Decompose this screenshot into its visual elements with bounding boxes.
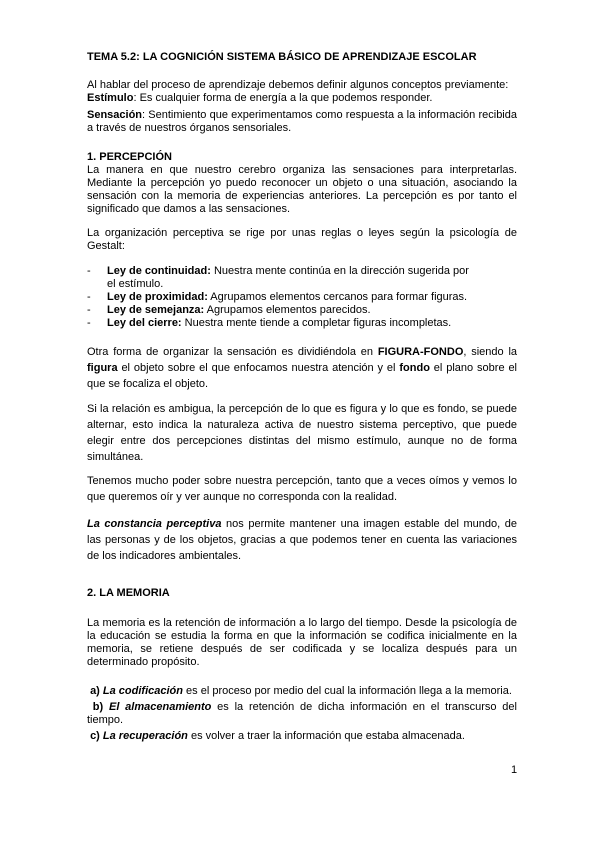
list-item (87, 701, 517, 727)
constancia-def: nos permite mantener una imagen estable del mundo, de las personas y de los objetos, gracias a que podemos tener en cuenta las variaciones de los indicadores ambientales. (87, 518, 517, 562)
percepcion-paragraph-1: La manera en que nuestro cerebro organiza las sensaciones para interpretarlas. Mediante la percepción yo puedo reconocer un objeto o una situación, asociando la sensación con la memoria de experiencias anteriores. La percepción es por tanto el significado que damos a las sensaciones. (87, 164, 517, 215)
estimulo-term: Estímulo (87, 92, 134, 104)
phase-text: es volver a traer la información que estaba almacenada. (187, 730, 465, 742)
figura-fondo-paragraph (87, 344, 517, 392)
list-dash: - (87, 304, 91, 316)
list-dash: - (87, 291, 91, 303)
ff-g: el plano sobre el que se focaliza el objeto. (87, 362, 518, 390)
sensacion-def: : Sentimiento que experimentamos como respuesta a la información recibida a través de nuestros órganos sensoriales. (87, 109, 517, 134)
list-item (87, 304, 517, 317)
list-item (87, 265, 517, 291)
law-term: Ley de semejanza: (107, 304, 205, 316)
law-text: Nuestra mente tiende a completar figuras incompletas. (181, 317, 452, 329)
phase-letter: b) (92, 701, 104, 713)
memoria-paragraph (87, 617, 517, 669)
memoria-phases-list (87, 685, 517, 743)
figura-fondo-text (87, 344, 517, 392)
poder-paragraph (87, 473, 517, 505)
phase-term: La recuperación (102, 730, 188, 742)
law-text: Agrupamos elementos cercanos para formar figuras. (207, 291, 468, 303)
page-number: 1 (511, 764, 518, 776)
memoria-heading-block (87, 587, 517, 600)
list-dash: - (87, 265, 91, 277)
estimulo-definition (87, 92, 517, 105)
memoria-text: La memoria es la retención de información a lo largo del tiempo. Desde la psicología de la educación se estudia la forma en que la información se codifica inicialmente en la memoria, se retiene después de ser codificada y se localiza después para un determinado propósito. (87, 617, 517, 668)
estimulo-def: : Es cualquier forma de energía a la que podemos responder. (133, 92, 433, 104)
list-item (87, 730, 517, 743)
list-item (87, 685, 517, 698)
sensacion-term: Sensación (87, 109, 143, 121)
ff-e: el objeto sobre el que enfocamos nuestra atención y el (117, 362, 400, 374)
phase-text: es el proceso por medio del cual la información llega a la memoria. (182, 685, 512, 697)
percepcion-section (87, 151, 517, 253)
ambiguedad-text: Si la relación es ambigua, la percepción de lo que es figura y lo que es fondo, se puede alternar, esto indica la naturaleza activa de nuestro sistema perceptivo, que puede elegir entre dos percepciones distintas del mismo estímulo, aunque no de forma simultánea. (87, 403, 517, 463)
law-text: Nuestra mente continúa en la dirección sugerida por el estímulo. (107, 265, 469, 290)
ff-figura: figura (87, 362, 118, 374)
intro-line: Al hablar del proceso de aprendizaje debemos definir algunos conceptos previamente: (87, 79, 509, 91)
ff-a: Otra forma de organizar la sensación es dividiéndola en (87, 346, 378, 358)
gestalt-laws-list (87, 265, 517, 330)
constancia-paragraph (87, 516, 517, 564)
phase-text: es la retención de dicha información en el transcurso del tiempo. (87, 701, 517, 726)
poder-text: Tenemos mucho poder sobre nuestra percepción, tanto que a veces oímos y vemos lo que queremos oír y ver aunque no corresponda con la realidad. (87, 475, 517, 503)
phase-letter: a) (90, 685, 100, 697)
ff-fondo: fondo (399, 362, 430, 374)
ff-c: , siendo la (463, 346, 517, 358)
percepcion-paragraph-2: La organización perceptiva se rige por unas reglas o leyes según la psicología de Gestalt: (87, 227, 517, 252)
page-title (87, 51, 517, 64)
list-item (87, 317, 517, 330)
law-term: Ley de proximidad: (107, 291, 208, 303)
law-term: Ley del cierre: (107, 317, 182, 329)
title-text: TEMA 5.2: LA COGNICIÓN SISTEMA BÁSICO DE APRENDIZAJE ESCOLAR (87, 51, 477, 63)
phase-term: El almacenamiento (108, 701, 212, 713)
ambiguedad-paragraph (87, 401, 517, 465)
law-text: Agrupamos elementos parecidos. (204, 304, 371, 316)
constancia-text (87, 516, 517, 564)
list-item (87, 291, 517, 304)
list-dash: - (87, 317, 91, 329)
phase-term: La codificación (102, 685, 183, 697)
law-term: Ley de continuidad: (107, 265, 211, 277)
intro-section (87, 79, 517, 135)
phase-letter: c) (90, 730, 100, 742)
ff-figura-fondo: FIGURA-FONDO (377, 346, 464, 358)
constancia-term: La constancia perceptiva (87, 518, 222, 530)
percepcion-heading: 1. PERCEPCIÓN (87, 151, 172, 163)
memoria-heading: 2. LA MEMORIA (87, 587, 170, 599)
sensacion-definition (87, 109, 517, 135)
